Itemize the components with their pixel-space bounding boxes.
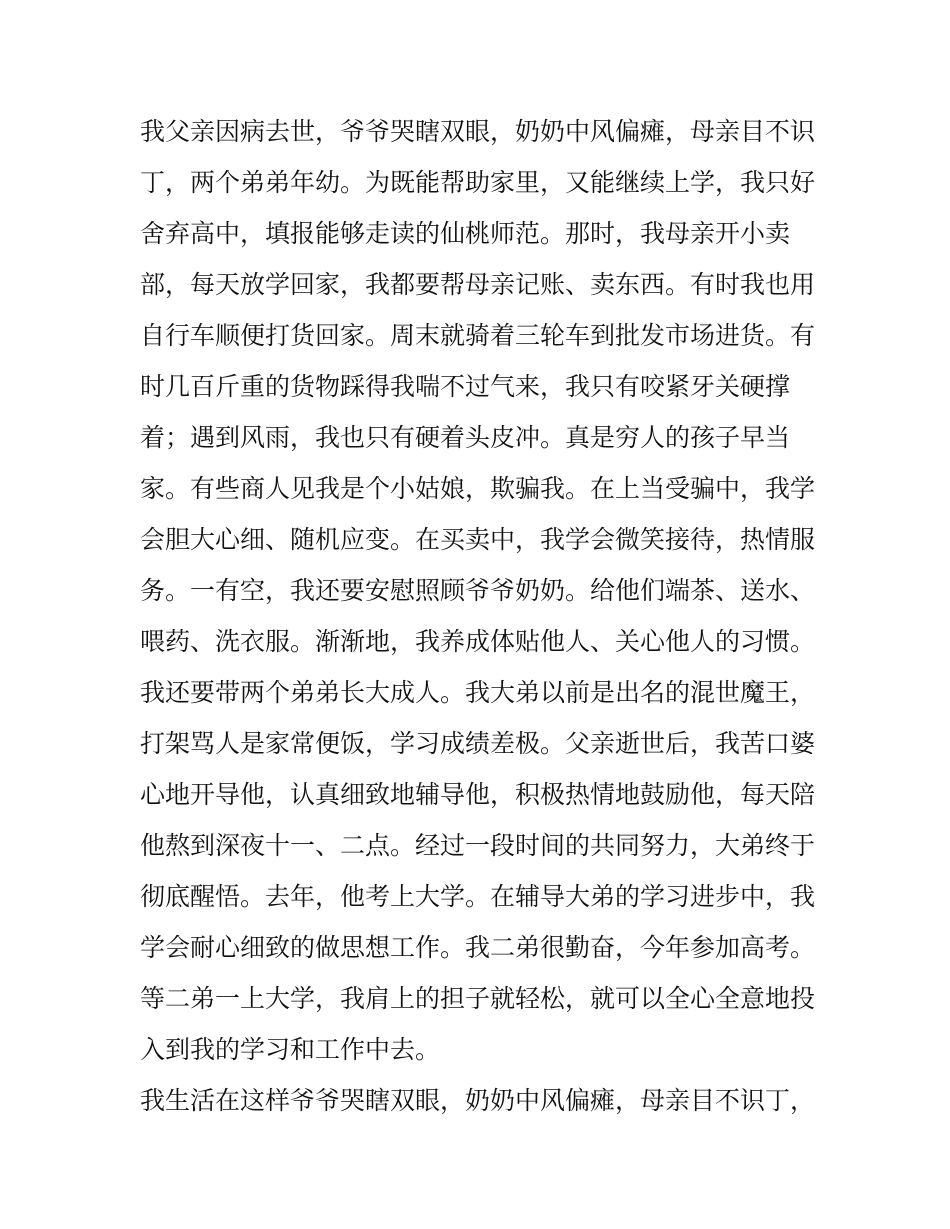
body-text <box>140 106 820 1126</box>
text-line: 打架骂人是家常便饭，学习成绩差极。父亲逝世后，我苦口婆 <box>140 729 816 758</box>
text-line: 自行车顺便打货回家。周末就骑着三轮车到批发市场进货。有 <box>140 321 816 350</box>
text-line: 入到我的学习和工作中去。 <box>140 1035 441 1064</box>
text-line: 我父亲因病去世，爷爷哭瞎双眼，奶奶中风偏瘫，母亲目不识 <box>140 117 816 146</box>
text-line: 我生活在这样爷爷哭瞎双眼，奶奶中风偏瘫，母亲目不识丁， <box>140 1086 816 1115</box>
text-line: 着；遇到风雨，我也只有硬着头皮冲。真是穷人的孩子早当 <box>140 423 791 452</box>
text-line: 会胆大心细、随机应变。在买卖中，我学会微笑接待，热情服 <box>140 525 816 554</box>
text-line: 喂药、洗衣服。渐渐地，我养成体贴他人、关心他人的习惯。 <box>140 627 816 656</box>
text-line: 家。有些商人见我是个小姑娘，欺骗我。在上当受骗中，我学 <box>140 474 816 503</box>
text-line: 部，每天放学回家，我都要帮母亲记账、卖东西。有时我也用 <box>140 270 816 299</box>
text-line: 时几百斤重的货物踩得我喘不过气来，我只有咬紧牙关硬撑 <box>140 372 791 401</box>
text-line: 彻底醒悟。去年，他考上大学。在辅导大弟的学习进步中，我 <box>140 882 816 911</box>
text-line: 心地开导他，认真细致地辅导他，积极热情地鼓励他，每天陪 <box>140 780 816 809</box>
text-line: 我还要带两个弟弟长大成人。我大弟以前是出名的混世魔王， <box>140 678 816 707</box>
text-line: 丁，两个弟弟年幼。为既能帮助家里，又能继续上学，我只好 <box>140 168 816 197</box>
text-line: 务。一有空，我还要安慰照顾爷爷奶奶。给他们端茶、送水、 <box>140 576 816 605</box>
text-line: 他熬到深夜十一、二点。经过一段时间的共同努力，大弟终于 <box>140 831 816 860</box>
text-line: 等二弟一上大学，我肩上的担子就轻松，就可以全心全意地投 <box>140 984 816 1013</box>
text-line: 舍弃高中，填报能够走读的仙桃师范。那时，我母亲开小卖 <box>140 219 791 248</box>
text-line: 学会耐心细致的做思想工作。我二弟很勤奋，今年参加高考。 <box>140 933 816 962</box>
